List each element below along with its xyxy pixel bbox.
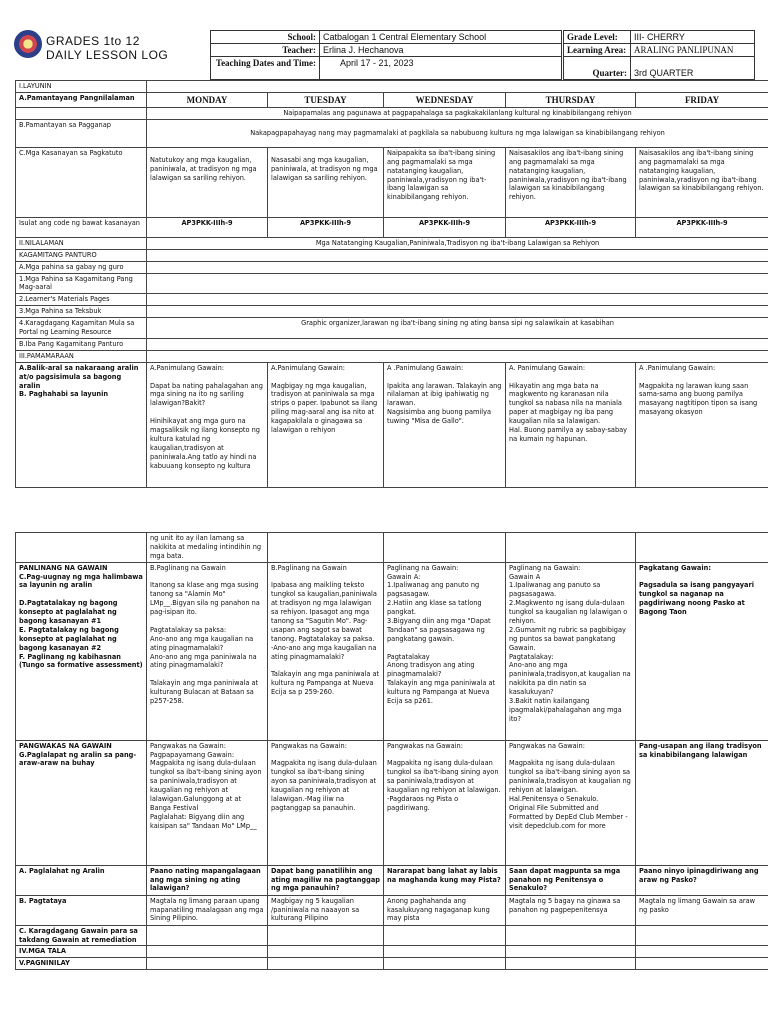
school-value: Catbalogan 1 Central Elementary School <box>320 31 562 44</box>
kasanayan-tuesday: Nasasabi ang mga kaugalian, paniniwala, at tradisyon ng mga lalawigan sa sariling rehiyon. <box>268 147 384 217</box>
pamantayang-label: A.Pamantayang Pangnilalaman <box>16 92 147 107</box>
code-label: Isulat ang code ng bawat kasanayan <box>16 217 147 237</box>
dates-value: April 17 - 21, 2023 <box>320 57 562 80</box>
pagganap-label: B.Pamantayan sa Pagganap <box>16 119 147 147</box>
pagtataya-thursday: Magtala ng 5 bagay na ginawa sa panahon ng pagpepenitensya <box>506 895 636 925</box>
pangwakas-monday: Pangwakas na Gawain: Pagpapayamang Gawain: Magpakita ng isang dula-dulaan tungkol sa iba't-ibang sining ayon sa paniniwala,tradisyon at kaugalian ng rehiyon at lalawigan.Galunggong at at Banga Festival Paglalahat: Bigyang diin ang kaisipan sa" Tandaan Mo" LMp__ <box>147 740 268 865</box>
code-tuesday: AP3PKK-IIIh-9 <box>268 217 384 237</box>
paglalahat-tuesday: Dapat bang panatilihin ang ating magiliw na pagtanggap ng mga panauhin? <box>268 865 384 895</box>
teacher-value: Erlina J. Hechanova <box>320 44 562 57</box>
paglalahat-label: A. Paglalahat ng Aralin <box>16 865 147 895</box>
area-label: Learning Area: <box>564 44 631 57</box>
balik-friday: A .Panimulang Gawain: Magpakita ng larawan kung saan sama-sama ang buong pamilya masayang nagtitipon tipon sa isang masayang okasyon <box>636 362 768 487</box>
school-info-table <box>210 30 562 80</box>
code-wednesday: AP3PKK-IIIh-9 <box>384 217 506 237</box>
pagtataya-friday: Magtala ng limang Gawain sa araw ng pasko <box>636 895 768 925</box>
cont-monday: ng unit ito ay ilan lamang sa nakikita at medaling intindihin ng mga bata. <box>147 533 268 563</box>
layunin-label: I.LAYUNIN <box>16 81 147 93</box>
grade-value: III- CHERRY <box>631 31 755 44</box>
area-value: ARALING PANLIPUNAN <box>631 44 755 57</box>
tala-label: IV.MGA TALA <box>16 946 147 958</box>
dates-label: Teaching Dates and Time: <box>211 57 320 80</box>
lm-label: 2.Learner's Materials Pages <box>16 294 147 306</box>
pangwakas-tuesday: Pangwakas na Gawain: Magpakita ng isang dula-dulaan tungkol sa iba't-ibang sining ayon sa paniniwala,tradisyon at kaugalian ng rehiyon at lalawigan.-Mag iliw na pagtanggap sa panauhin. <box>268 740 384 865</box>
panlinang-thursday: Paglinang na Gawain: Gawain A 1.Ipaliwanag ang panuto sa pagsasagawa. 2.Magkwento ng isang dula-dulaan tungkol sa kaugalian ng lalawigan o rehiyon. 2.Gumamit ng rubric sa pagbibigay ng puntos sa bawat pangkatang Gawain. Pagtatalakay: Ano-ano ang mga paniniwala,tradisyon,at kaugalian na nakikita pa din natin sa kasalukuyan? 3.Bakit natin kailangang ipagmalaki/pahalagahan ang mga ito? <box>506 562 636 740</box>
teksbuk-label: 3.Mga Pahina sa Teksbuk <box>16 306 147 318</box>
remediation-label: C. Karagdagang Gawain para sa takdang Gawain at remediation <box>16 925 147 946</box>
karagdagan-label: 4.Karagdagang Kagamitan Mula sa Portal ng Learning Resource <box>16 318 147 339</box>
day-thursday: THURSDAY <box>506 92 636 107</box>
lesson-table-page2 <box>15 532 768 970</box>
pangwakas-wednesday: Pangwakas na Gawain: Magpakita ng isang dula-dulaan tungkol sa iba't-ibang sining ayon sa paniniwala,tradisyon at kaugalian ng rehiyon at lalawigan. -Pagdaraos ng Pista o pagdiriwang. <box>384 740 506 865</box>
panlinang-monday: B.Paglinang na Gawain Itanong sa klase ang mga susing tanong sa "Alamin Mo" LMp__.Bigyan sila ng panahon na pag-isipan ito. Pagtatalakay sa paksa: Ano-ano ang mga kaugalian na ating pinagmamalaki? Ano-ano ang mga paniniwala na ating pinagmamalaki? Talakayin ang mga paniniwala at kulturang Bulacan at Bataan sa p257-258. <box>147 562 268 740</box>
pamamaraan-label: III.PAMAMARAAN <box>16 350 147 362</box>
code-thursday: AP3PKK-IIIh-9 <box>506 217 636 237</box>
kasanayan-wednesday: Naipapakita sa iba't-ibang sining ang pagmamalaki sa mga natatanging kaugalian, paniniwala,yradisyon ng iba't-ibang lalawigan sa kinabibilangang rehiyon. <box>384 147 506 217</box>
pagganap-text: Nakapagpapahayag nang may pagmamalaki at pagkilala sa nabubuong kultura ng mga lalawigan sa kinabibilangang rehiyon <box>147 119 768 147</box>
quarter-value: 3rd QUARTER <box>631 57 755 80</box>
pamantayang-text: Naipapamalas ang pagunawa at pagpapahalaga sa pagkakakilanlang kultural ng kinabibilangang rehiyon <box>147 108 768 120</box>
teacher-label: Teacher: <box>211 44 320 57</box>
grade-info-table <box>563 30 755 80</box>
quarter-label: Quarter: <box>564 57 631 80</box>
panlinang-friday: Pagkatang Gawain: Pagsadula sa isang pangyayari tungkol sa naganap na pagdiriwang noong Pasko at Bagong Taon <box>636 562 768 740</box>
kasanayan-label: C.Mga Kasanayan sa Pagkatuto <box>16 147 147 217</box>
kagamitan-label: KAGAMITANG PANTURO <box>16 249 147 261</box>
gabay-label: 1.Mga Pahina sa Kagamitang Pang Mag-aaral <box>16 273 147 294</box>
balik-thursday: A. Panimulang Gawain: Hikayatin ang mga bata na magkwento ng karanasan nila tungkol sa nabasa nila na maniala paper at magbigay ng iba pang kaugalian nila sa lalawigan. Hal. Buong pamilya ay sabay-sabay na kumain ng hapunan. <box>506 362 636 487</box>
nilalaman-text: Mga Natatanging Kaugalian,Paniniwala,Tradisyon ng iba't-ibang Lalawigan sa Rehiyon <box>147 237 768 249</box>
title-grades: GRADES 1to 12 <box>46 34 140 48</box>
day-wednesday: WEDNESDAY <box>384 92 506 107</box>
deped-seal-icon <box>14 30 42 58</box>
nilalaman-label: II.NILALAMAN <box>16 237 147 249</box>
lesson-table-page1 <box>15 80 768 488</box>
balik-tuesday: A.Panimulang Gawain: Magbigay ng mga kaugalian, tradisyon at paniniwala sa mga strips o paper. Ipabunot sa ilang piling mag-aaral ang isa nito at kagapakilala o ginagawa sa lalawigan o rehiyon <box>268 362 384 487</box>
code-monday: AP3PKK-IIIh-9 <box>147 217 268 237</box>
balik-wednesday: A .Panimulang Gawain: Ipakita ang larawan. Talakayin ang nilalaman at ibig ipahiwatig ng larawan. Nagsisimba ang buong pamilya tuwing "Misa de Gallo". <box>384 362 506 487</box>
school-label: School: <box>211 31 320 44</box>
pagtataya-wednesday: Anong paghahanda ang kasalukuyang nagaganap kung may pista <box>384 895 506 925</box>
panlinang-wednesday: Paglinang na Gawain: Gawain A: 1.Ipaliwanag ang panuto ng pagsasagaw. 2.Hatiin ang klase sa tatlong pangkat. 3.Bigyang diin ang mga "Dapat Tandaan" sa pagsasagawa ng pangkatang gawain. Pagtatalakay Anong tradisyon ang ating pinagmamalaki? Talakayin ang mga paniniwala at kultura ng Pampanga at Nueva Ecija sa p261. <box>384 562 506 740</box>
paglalahat-monday: Paano nating mapangalagaan ang mga sining ng ating lalawigan? <box>147 865 268 895</box>
day-monday: MONDAY <box>147 92 268 107</box>
iba-label: B.Iba Pang Kagamitang Panturo <box>16 338 147 350</box>
paglalahat-friday: Paano ninyo ipinagdiriwang ang araw ng Pasko? <box>636 865 768 895</box>
pagtataya-tuesday: Magbigay ng 5 kaugalian /paniniwala na naaayon sa kulturang Pilipino <box>268 895 384 925</box>
code-friday: AP3PKK-IIIh-9 <box>636 217 768 237</box>
pangwakas-friday: Pang-usapan ang ilang tradisyon sa kinabibilangang lalawigan <box>636 740 768 865</box>
kasanayan-thursday: Naisasakilos ang iba't-ibang sining ang pagmamalaki sa mga natatanging kaugalian, paniniwala,yradisyon ng iba't-ibang lalawigan sa kinabibilangang rehiyon. <box>506 147 636 217</box>
balik-label: A.Balik-aral sa nakaraang aralin at/o pagsisimula sa bagong aralin B. Paghahabi sa layunin <box>16 362 147 487</box>
sanggunian-label: A.Mga pahina sa gabay ng guro <box>16 261 147 273</box>
pangwakas-thursday: Pangwakas na Gawain: Magpakita ng isang dula-dulaan tungkol sa iba't-ibang sining ayon sa paniniwala,tradisyon at kaugalian ng rehiyon at lalawigan. Hal.Penitensya o Senakulo. Original File Submitted and Formatted by DepEd Club Member - visit depedclub.com for more <box>506 740 636 865</box>
pagtataya-monday: Magtala ng limang paraan upang mapanatiling maalagaan ang mga Sining Pilipino. <box>147 895 268 925</box>
day-tuesday: TUESDAY <box>268 92 384 107</box>
panlinang-tuesday: B.Paglinang na Gawain Ipabasa ang maikling teksto tungkol sa kaugalian,paniniwala at tradisyon ng mga lalawigan sa rehiyon. Ipasagot ang mga tanong sa "Sagutin Mo". Pag-usapan ang sagot sa bawat tanong. Pagtatalakay sa paksa. -Ano-ano ang mga kaugalian na ating pinagmamalaki? Talakayin ang mga paniniwala at kultura ng Pampanga at Nueva Ecija sa p 259-260. <box>268 562 384 740</box>
pagtataya-label: B. Pagtataya <box>16 895 147 925</box>
kasanayan-monday: Natutukoy ang mga kaugalian, paniniwala, at tradisyon ng mga lalawigan sa sariling rehiyon. <box>147 147 268 217</box>
pangwakas-label: PANGWAKAS NA GAWAIN G.Paglalapat ng aralin sa pang-araw-araw na buhay <box>16 740 147 865</box>
pagninilay-label: V.PAGNINILAY <box>16 958 147 970</box>
title-dll: DAILY LESSON LOG <box>46 48 169 62</box>
panlinang-label: PANLINANG NA GAWAIN C.Pag-uugnay ng mga halimbawa sa layunin ng aralin D.Pagtatalakay ng bagong konsepto at paglalahat ng bagong kasanayan #1 E. Pagtatalakay ng bagong konsepto at paglalahat ng bagong kasanayan #2 F. Paglinang ng kabihasnan (Tungo sa formative assessment) <box>16 562 147 740</box>
balik-monday: A.Panimulang Gawain: Dapat ba nating pahalagahan ang mga sining na ito ng sariling lalawigan?Bakit? Hinihikayat ang mga guro na magsaliksik ng ilang konsepto ng kultura katulad ng kaugalian,tradisyon at paniniwala.Ang tatlo ay hindi na kabuuang konsepto ng kultura <box>147 362 268 487</box>
paglalahat-thursday: Saan dapat magpunta sa mga panahon ng Penitensya o Senakulo? <box>506 865 636 895</box>
karagdagan-text: Graphic organizer,larawan ng iba't-ibang sining ng ating bansa sipi ng salawikain at kasabihan <box>147 318 768 339</box>
paglalahat-wednesday: Nararapat bang lahat ay labis na maghanda kung may Pista? <box>384 865 506 895</box>
grade-label: Grade Level: <box>564 31 631 44</box>
kasanayan-friday: Naisasakilos ang iba't-ibang sining ang pagmamalaki sa mga natatanging kaugalian, paniniwala,yradisyon ng iba't-ibang lalawigan sa kinabibilangang rehiyon. <box>636 147 768 217</box>
day-friday: FRIDAY <box>636 92 768 107</box>
